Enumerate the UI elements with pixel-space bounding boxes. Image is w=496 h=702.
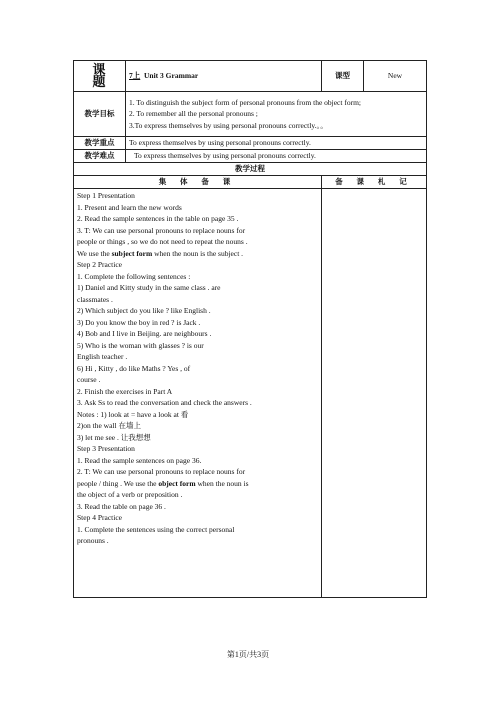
difficulty-label: 教学难点 bbox=[74, 150, 126, 163]
objective-item: 3.To express themselves by using personal pronouns correctly.。。 bbox=[129, 120, 328, 130]
process-line: Step 2 Practice bbox=[77, 260, 122, 269]
process-title: 教学过程 bbox=[74, 163, 427, 176]
process-line: Step 4 Practice bbox=[77, 513, 122, 522]
process-line: 6) Hi , Kitty , do like Maths ? Yes , of bbox=[77, 363, 191, 373]
collective-prep-header: 集 体 备 课 bbox=[74, 176, 322, 189]
process-line: Notes : 1) look at = have a look at 看 bbox=[77, 409, 189, 419]
process-content bbox=[74, 189, 322, 598]
process-line: people / thing . We use the object form when the noun is bbox=[77, 478, 249, 488]
grade: 7上 bbox=[129, 71, 141, 81]
process-line: 1) Daniel and Kitty study in the same class . are bbox=[77, 283, 221, 292]
lesson-type-value: New bbox=[364, 61, 427, 92]
key-point-label: 教学重点 bbox=[74, 137, 126, 150]
topic-title: Unit 3 Grammar bbox=[144, 71, 199, 81]
process-line: Step 1 Presentation bbox=[77, 191, 135, 200]
process-line: 1. Present and learn the new words bbox=[77, 202, 182, 212]
process-line: 5) Who is the woman with glasses ? is our bbox=[77, 340, 204, 350]
objective-item: 2. To remember all the personal pronouns ; bbox=[129, 109, 258, 119]
prep-notes-header: 备 课 札 记 bbox=[322, 176, 427, 189]
process-line: We use the subject form when the noun is the subject . bbox=[77, 248, 244, 258]
process-line: 1. Complete the following sentences : bbox=[77, 271, 191, 281]
process-line: 4) Bob and I live in Beijing. are neighbours . bbox=[77, 329, 212, 338]
process-line: course . bbox=[77, 375, 101, 384]
key-point-text: To express themselves by using personal pronouns correctly. bbox=[126, 137, 427, 150]
difficulty-text: To express themselves by using personal pronouns correctly. bbox=[126, 150, 427, 163]
process-line: 2. T: We can use personal pronouns to replace nouns for bbox=[77, 467, 246, 476]
process-line: 3. Ask Ss to read the conversation and check the answers . bbox=[77, 398, 252, 407]
process-line: 2)on the wall 在墙上 bbox=[77, 421, 141, 430]
objective-item: 1. To distinguish the subject form of personal pronouns from the object form; bbox=[129, 97, 362, 107]
process-line: 2) Which subject do you like ? like English . bbox=[77, 306, 211, 315]
process-line: 2. Finish the exercises in Part A bbox=[77, 386, 173, 396]
process-line: people or things , so we do not need to repeat the nouns . bbox=[77, 237, 248, 246]
objectives-label: 教学目标 bbox=[74, 92, 126, 137]
prep-notes-area bbox=[322, 189, 427, 598]
process-line: 3. T: We can use personal pronouns to replace nouns for bbox=[77, 225, 246, 235]
process-line: 1. Complete the sentences using the correct personal bbox=[77, 524, 235, 534]
process-line: Step 3 Presentation bbox=[77, 444, 135, 453]
lesson-topic bbox=[126, 61, 322, 92]
lesson-type-label: 课型 bbox=[322, 61, 364, 92]
lesson-plan-table bbox=[73, 60, 427, 598]
lesson-label-char-1: 课 bbox=[92, 62, 107, 77]
process-line: pronouns . bbox=[77, 536, 109, 545]
lesson-label-char-2: 题 bbox=[92, 74, 107, 89]
process-line: 3) let me see . 让我想想 bbox=[77, 432, 151, 442]
process-line: 3. Read the table on page 36 . bbox=[77, 501, 166, 511]
process-line: 1. Read the sample sentences on page 36. bbox=[77, 455, 202, 465]
process-line: classmates . bbox=[77, 294, 113, 304]
process-line: English teacher . bbox=[77, 352, 128, 361]
process-line: 3) Do you know the boy in red ? is Jack . bbox=[77, 317, 201, 327]
lesson-label bbox=[74, 61, 126, 92]
page-footer: 第1页/共3页 bbox=[226, 650, 270, 659]
process-line: the object of a verb or preposition . bbox=[77, 490, 183, 499]
objectives-list bbox=[126, 92, 427, 137]
process-line: 2. Read the sample sentences in the table on page 35 . bbox=[77, 214, 239, 223]
